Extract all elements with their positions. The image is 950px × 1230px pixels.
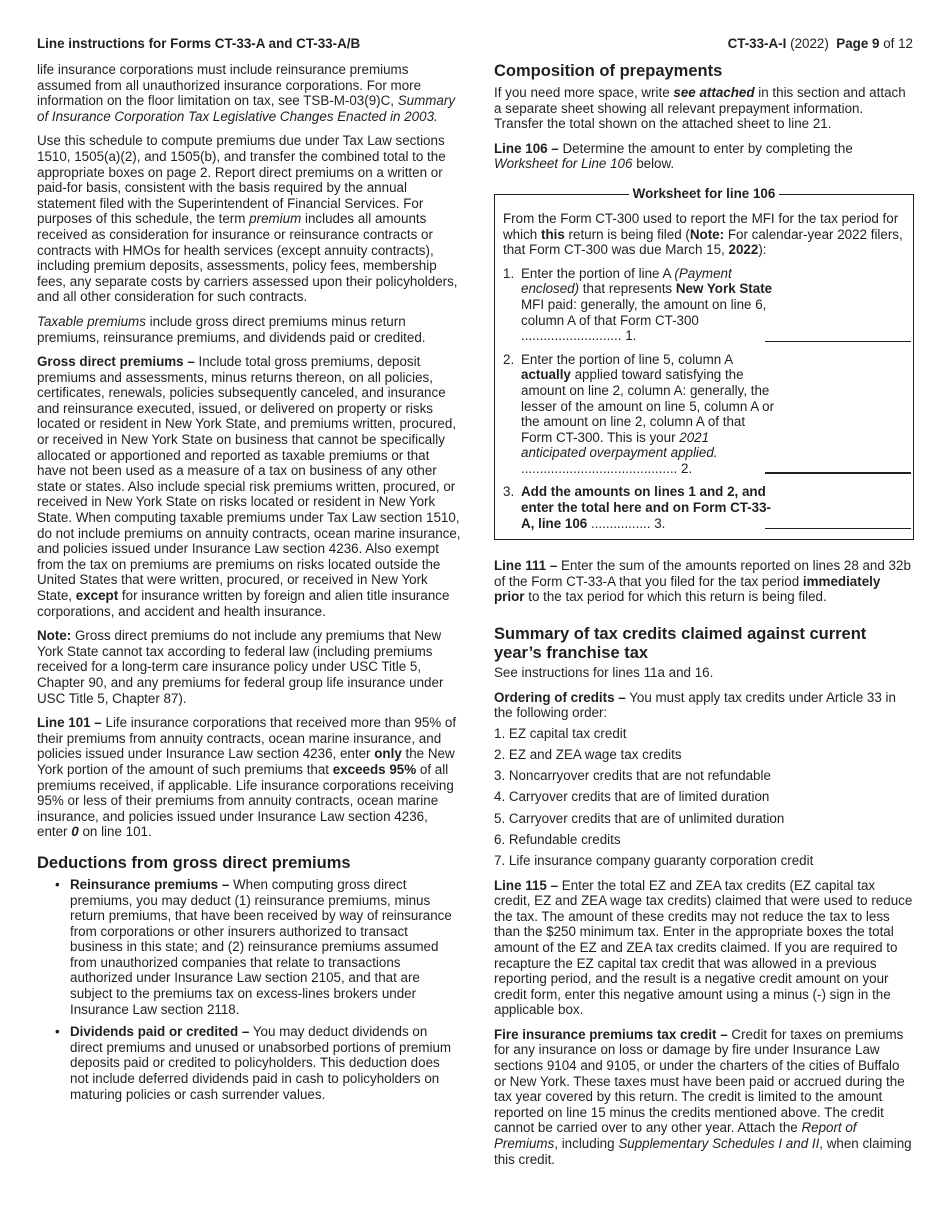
summary-credits-subtext: See instructions for lines 11a and 16. (494, 665, 714, 681)
paragraph-taxable-premiums: Taxable premiums include gross direct premiums minus return premiums, reinsurance premiums, and dividends paid or credited. (37, 313, 426, 345)
credits-order-list (494, 726, 914, 869)
paragraph-schedule: Use this schedule to compute premiums due under Tax Law sections 1510, 1505(a)(2), and 1505(b), and transfer the combined total to the appropriate boxes on page 2. Report direct premiums on a written or paid-for basis, consistent with the basis required by the annual statement filed with the Superintendent of Financial Services. For purposes of this schedule, the term premium includes all amounts received as consideration for insurance or reinsurance contracts or contracts with HMOs for health services (except annuity contracts), including premium deposits, assessments, policy fees, membership fees, any separate costs by carriers assessed upon their policyholders, and all other consideration for such contracts. (37, 133, 458, 305)
form-number: CT-33-A-I (727, 36, 787, 51)
paragraph-line-106: Line 106 – Determine the amount to enter by completing the Worksheet for Line 106 below. (494, 140, 853, 172)
paragraph-ordering-credits: Ordering of credits – You must apply tax credits under Article 33 in the following order: (494, 689, 896, 721)
paragraph-line-115: Line 115 – Enter the total EZ and ZEA tax credits (EZ capital tax credit, EZ and ZEA wage tax credits) claimed that were used to reduce the tax. The amount of these credits may not reduce the tax to less than the $250 minimum tax. Enter in the appropriate boxes the total amount of the EZ and ZEA tax credits claimed. If you are required to recapture the EZ capital tax credit that was allowed in a previous reporting period, and the result is a negative credit amount on your credit form, enter this negative amount using a minus (-) sign in the applicable box. (494, 877, 913, 1018)
paragraph-line-101: Line 101 – Life insurance corporations that received more than 95% of their premiums from annuity contracts, ocean marine insurance, and policies issued under Insurance Law section 4236, enter only the New York portion of the amount of such premiums that exceeds 95% of all premiums received, if applicable. Life insurance corporations receiving 95% or less of their premiums from annuity contracts, ocean marine insurance, and policies issued under Insurance Law section 4236, enter 0 on line 101. (37, 715, 457, 840)
list-item: 7. Life insurance company guaranty corporation credit (494, 852, 814, 868)
worksheet-title: Worksheet for line 106 (629, 186, 780, 201)
list-item: 4. Carryover credits that are of limited duration (494, 789, 770, 805)
bullet-dividends: • Dividends paid or credited – You may deduct dividends on direct premiums and unused or unabsorbed portions of premium deposits paid or credited to policyholders. This deduction does not include deferred dividends paid in cash to policyholders on maturing policies or cash surrender values. (37, 1024, 461, 1102)
paragraph-floor-limitation: life insurance corporations must include reinsurance premiums assumed from all unauthorized insurance corporations. For more information on the floor limitation on tax, see TSB-M-03(9)C, Summary of Insurance Corporation Tax Legislative Changes Enacted in 2003. (37, 62, 456, 124)
paragraph-prepayments: If you need more space, write see attached in this section and attach a separate sheet showing all relevant prepayment information. Transfer the total shown on the attached sheet to line 21. (494, 85, 906, 132)
page-number: Page 9 (836, 36, 880, 51)
list-item: 3. Noncarryover credits that are not refundable (494, 768, 771, 784)
worksheet-intro: From the Form CT-300 used to report the MFI for the tax period for which this return is being filed (Note: For calendar-year 2022 filers, that Form CT-300 was due March 15, 2022): (503, 210, 903, 258)
prepayments-heading: Composition of prepayments (494, 62, 723, 80)
left-column (37, 62, 461, 1109)
page-of: of 12 (883, 36, 913, 51)
worksheet-item-1: 1. Enter the portion of line A (Payment enclosed) that represents New York State MFI paid: generally, the amount on line 6, column A of that Form CT-300 ........................... 1. (503, 266, 905, 344)
worksheet-entry-line-3[interactable] (765, 528, 911, 529)
list-item: 1. EZ capital tax credit (494, 725, 627, 741)
list-item: 6. Refundable credits (494, 831, 621, 847)
bullet-reinsurance-premiums: • Reinsurance premiums – When computing gross direct premiums, you may deduct (1) reinsurance premiums, minus return premiums, that have been received by way of reinsurance from corporations or other insurers authorized to transact business in this state; and (2) reinsurance premiums assumed from unauthorized companies that relate to transactions authorized under Insurance Law section 2105, and that are subject to the premiums tax on excess-lines brokers under Insurance Law section 2118. (37, 877, 461, 1017)
page-header-info (728, 36, 913, 51)
worksheet-item-2: 2. Enter the portion of line 5, column A actually applied toward satisfying the amount on line 2, column A: generally, the lesser of the amount on line 5, column A or the amount on line 2, column A of that Form CT-300. This is your 2021 anticipated overpayment applied. .......................................... 2. (503, 352, 905, 477)
worksheet-line-106 (494, 185, 914, 540)
deductions-list (37, 877, 461, 1102)
summary-credits-heading: Summary of tax credits claimed against current year’s franchise tax (494, 625, 867, 663)
worksheet-entry-line-2[interactable] (765, 472, 911, 474)
form-year: (2022) (790, 36, 829, 51)
right-column (494, 62, 914, 1176)
paragraph-gross-direct-premiums: Gross direct premiums – Include total gross premiums, deposit premiums and assessments, minus returns thereon, on all policies, certificates, renewals, policies subsequently canceled, and insurance and reinsurance executed, issued, or delivered on property or risks located or resident in New York State, and premiums written, procured, or received in New York State on business that cannot be specifically allocated or apportioned and reported as taxable premiums or that have not been used as a measure of a tax on business of any other state or states. Also include special risk premiums written, procured, or received in New York State on risks located or resident in New York State. When computing taxable premiums under Tax Law section 1510, do not include premiums on annuity contracts, ocean marine insurance, and policies issued under Insurance Law section 4236. Also exempt from the tax on premiums are premiums on risks located outside the United States that were written, procured, or received in New York State, except for insurance written by foreign and alien title insurance corporations, and accident and health insurance. (37, 354, 461, 619)
page-header-title: Line instructions for Forms CT-33-A and CT-33-A/B (37, 36, 361, 51)
list-item: 2. EZ and ZEA wage tax credits (494, 747, 682, 762)
worksheet-item-3: 3. Add the amounts on lines 1 and 2, and enter the total here and on Form CT-33-A, line 106 ................ 3. (503, 484, 905, 531)
worksheet-entry-line-1[interactable] (765, 341, 911, 342)
paragraph-note: Note: Gross direct premiums do not include any premiums that New York State cannot tax according to federal law (including premiums received for a long-term care insurance policy under USC Title 5, Chapter 90, and any premiums for federal group life insurance under USC Title 5, Chapter 87). (37, 628, 444, 706)
paragraph-fire-insurance-credit: Fire insurance premiums tax credit – Credit for taxes on premiums for any insurance on loss or damage by fire under Insurance Law sections 9104 and 9105, or under the charters of the cities of Buffalo or New York. These taxes must have been paid or accrued during the tax year covered by this return. The credit is limited to the amount reported on line 15 minus the credits mentioned above. The credit cannot be carried over to any other year. Attach the Report of Premiums, including Supplementary Schedules I and II, when claiming this credit. (494, 1026, 912, 1167)
paragraph-line-111: Line 111 – Enter the sum of the amounts reported on lines 28 and 32b of the Form CT-33-A that you filed for the tax period immediately prior to the tax period for which this return is being filed. (494, 558, 911, 605)
deductions-heading: Deductions from gross direct premiums (37, 853, 351, 872)
list-item: 5. Carryover credits that are of unlimited duration (494, 810, 785, 826)
